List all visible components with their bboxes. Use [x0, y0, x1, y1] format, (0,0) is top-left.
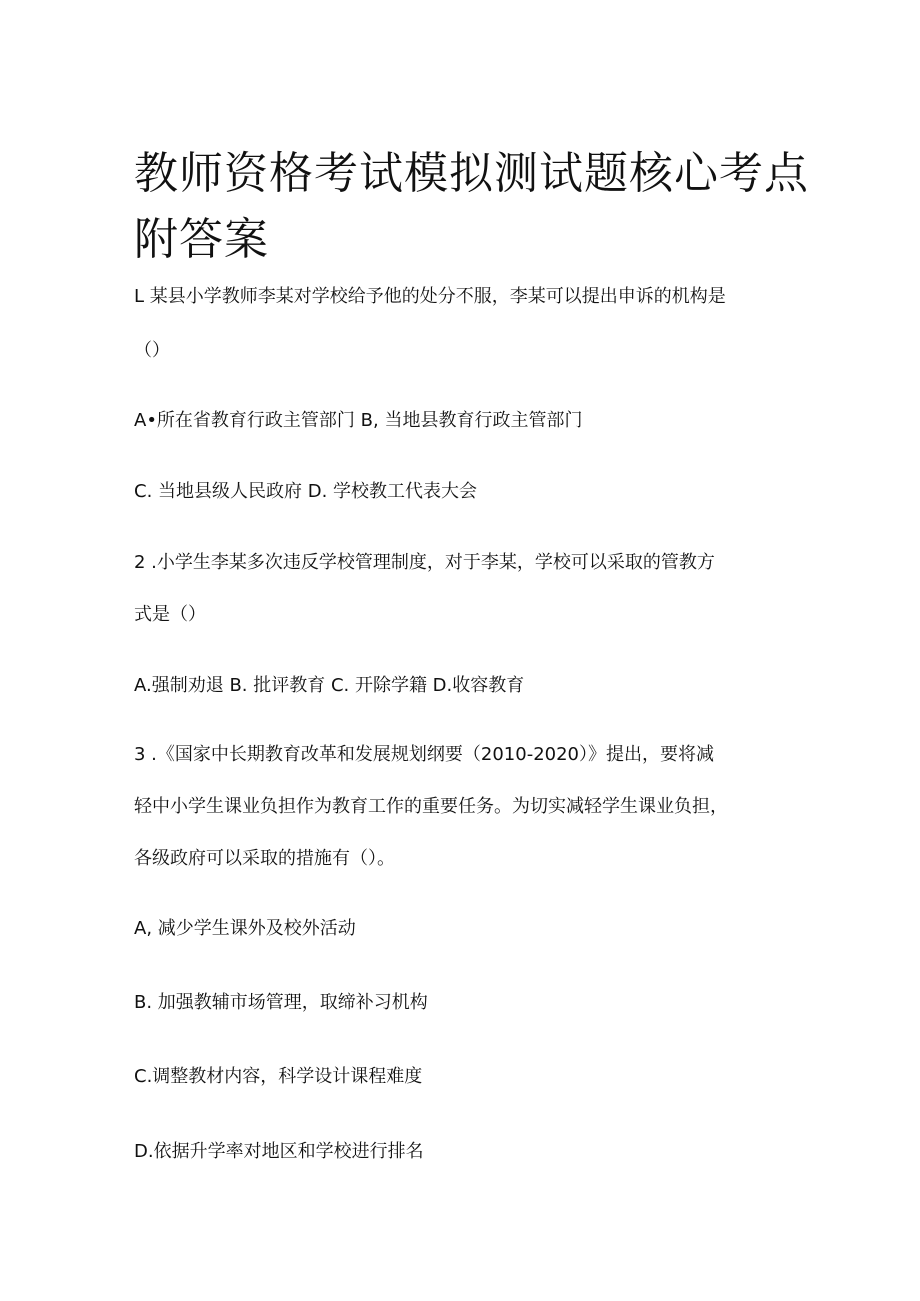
question-3-option-b: B. 加强教辅市场管理，取缔补习机构 [134, 992, 428, 1013]
question-1-stem-line-1: L 某县小学教师李某对学校给予他的处分不服，李某可以提出申诉的机构是 [134, 286, 726, 307]
question-1-stem-line-2: （） [134, 340, 170, 361]
question-1-options-ab: A•所在省教育行政主管部门 B, 当地县教育行政主管部门 [134, 410, 583, 431]
document-title: 教师资格考试模拟测试题核心考点附答案 [134, 148, 809, 266]
question-3-stem-line-1: 3 .《国家中长期教育改革和发展规划纲要（2010-2020）》提出，要将减 [134, 744, 715, 765]
question-3-stem-line-3: 各级政府可以采取的措施有（）。 [134, 848, 395, 869]
question-1-options-cd: C. 当地县级人民政府 D. 学校教工代表大会 [134, 481, 478, 502]
question-2-stem-line-2: 式是（） [134, 604, 206, 625]
question-3-option-c: C.调整教材内容，科学设计课程难度 [134, 1066, 423, 1087]
question-3-stem-line-2: 轻中小学生课业负担作为教育工作的重要任务。为切实减轻学生课业负担， [134, 796, 728, 817]
question-3-option-d: D.依据升学率对地区和学校进行排名 [134, 1141, 424, 1162]
question-3-option-a: A, 减少学生课外及校外活动 [134, 918, 356, 939]
question-2-stem-line-1: 2 .小学生李某多次违反学校管理制度，对于李某，学校可以采取的管教方 [134, 552, 715, 573]
question-2-options: A.强制劝退 B. 批评教育 C. 开除学籍 D.收容教育 [134, 675, 525, 696]
